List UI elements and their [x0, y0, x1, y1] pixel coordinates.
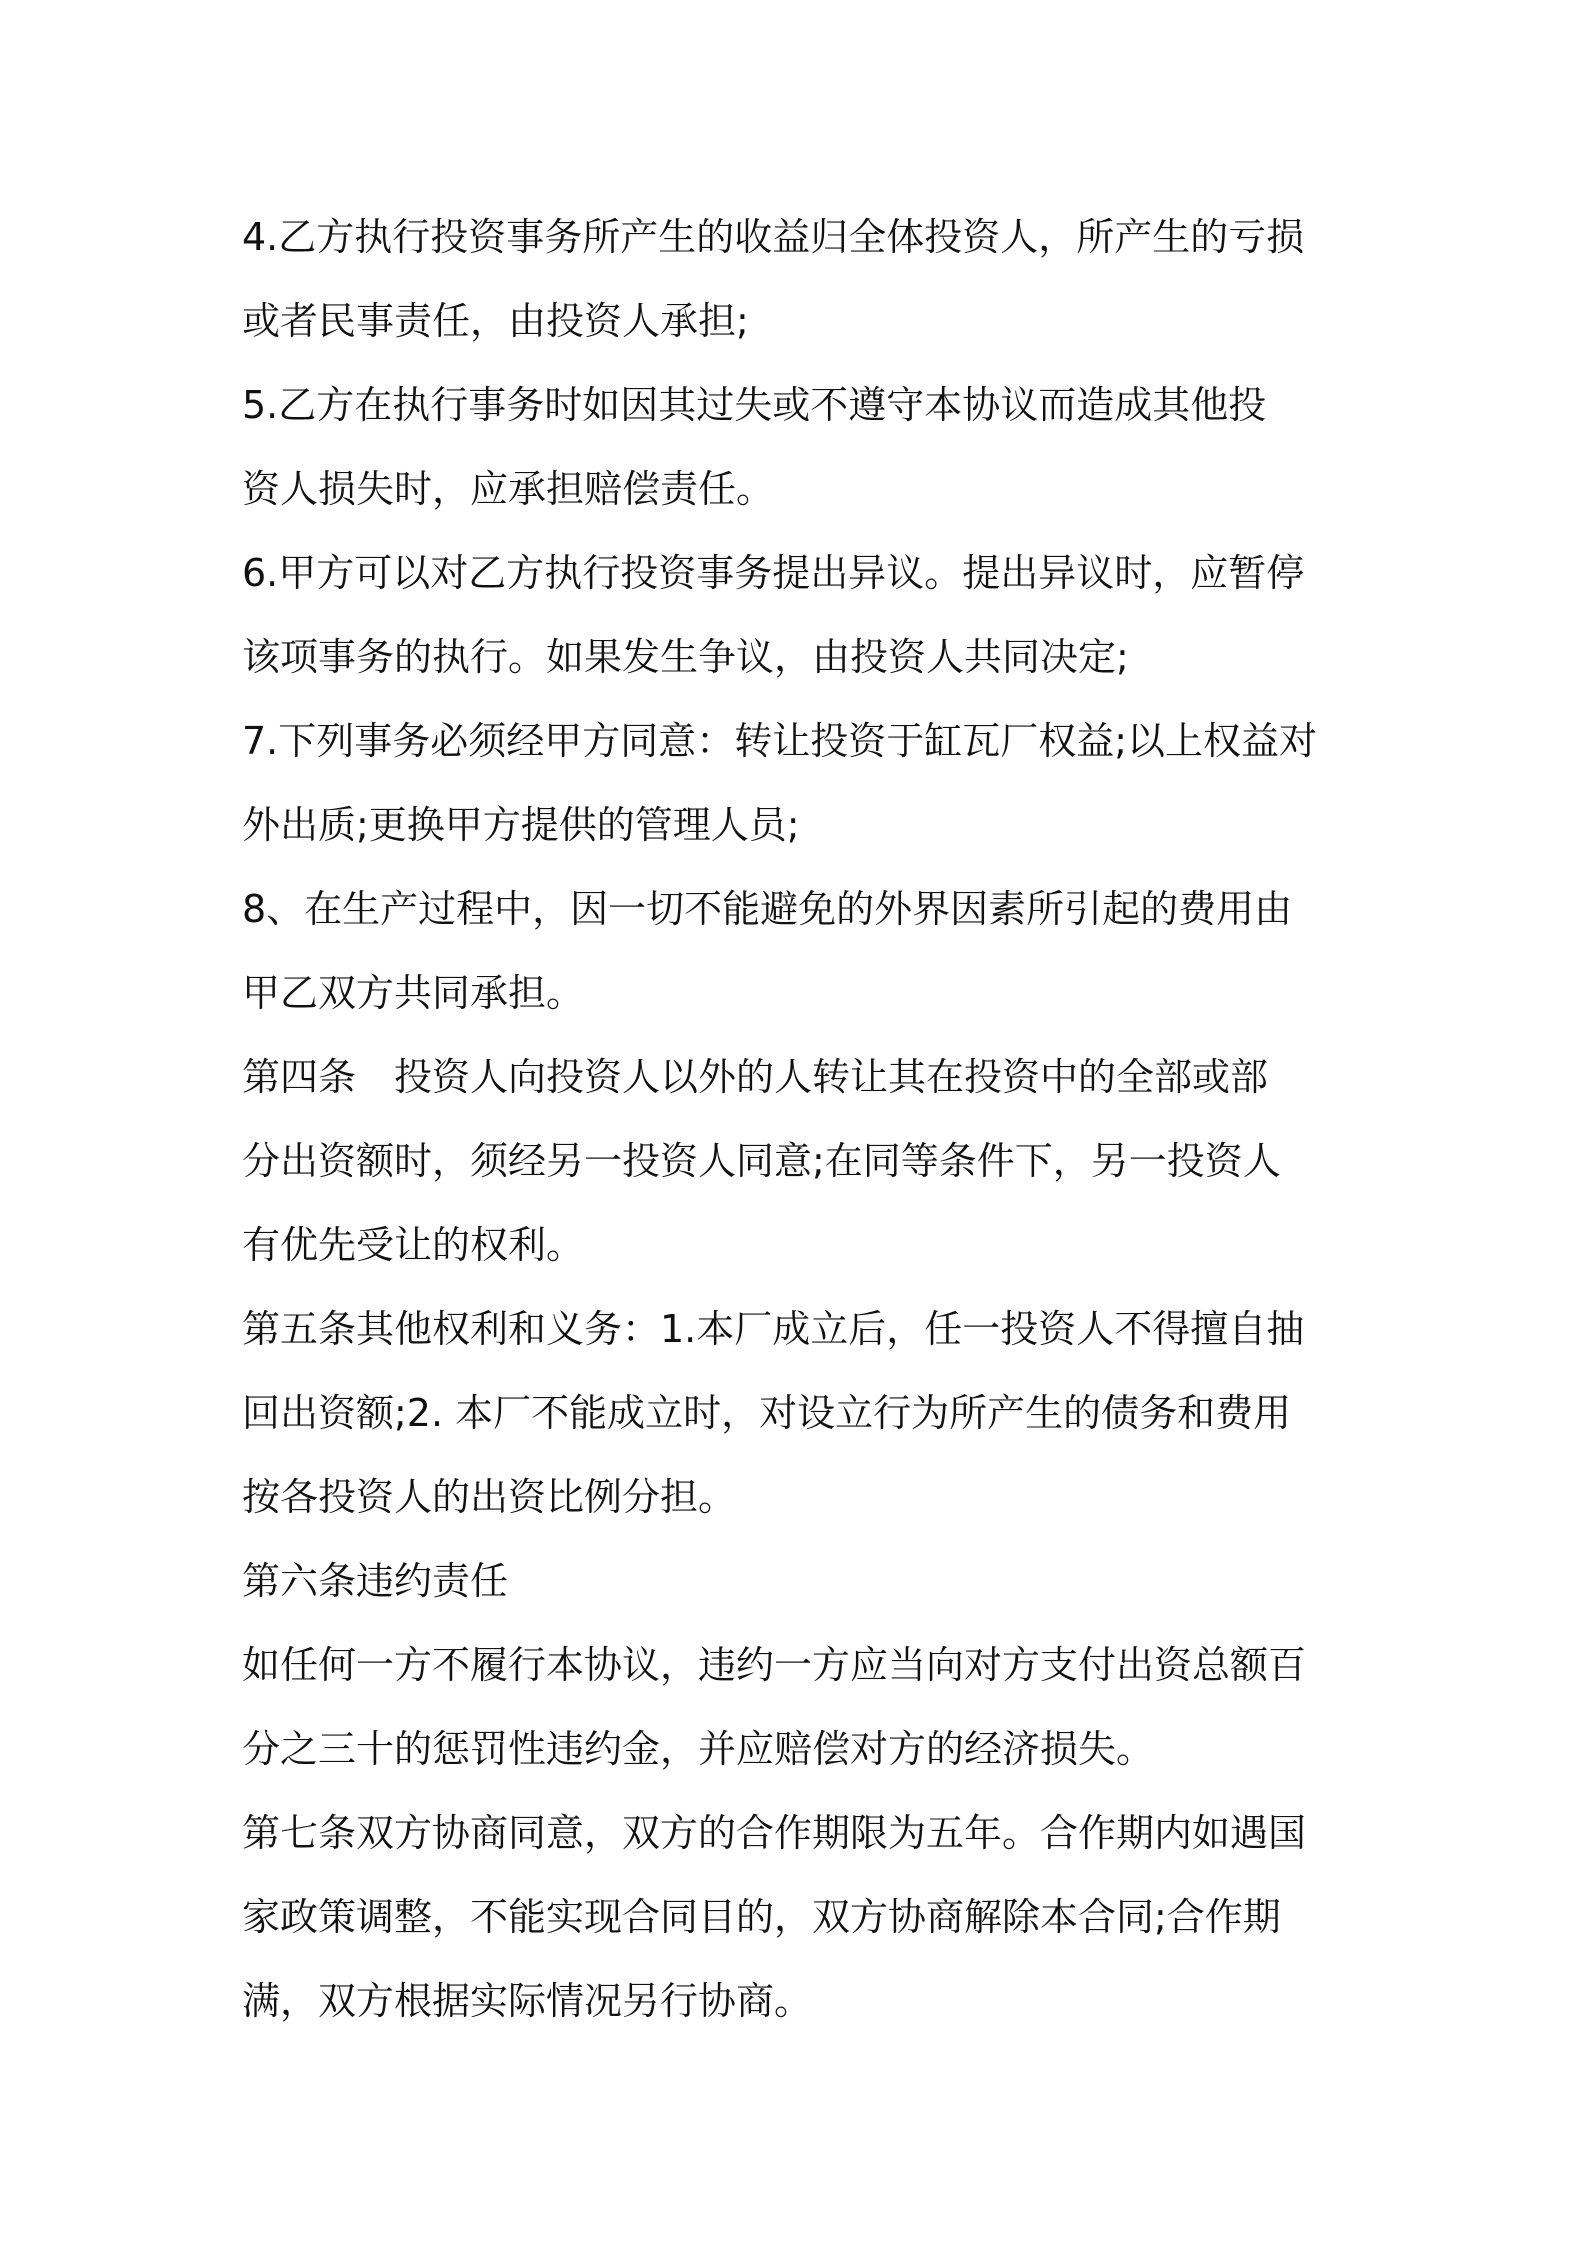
text-line-18: 如任何一方不履行本协议，违约一方应当向对方支付出资总额百	[242, 1643, 1307, 1687]
text-line-4: 资人损失时，应承担赔偿责任。	[242, 467, 775, 511]
text-line-10: 甲乙双方共同承担。	[242, 971, 585, 1015]
text-line-21: 家政策调整，不能实现合同目的，双方协商解除本合同;合作期	[242, 1895, 1281, 1939]
text-line-14: 第五条其他权利和义务：1.本厂成立后，任一投资人不得擅自抽	[242, 1307, 1305, 1351]
text-line-3: 5.乙方在执行事务时如因其过失或不遵守本协议而造成其他投	[242, 383, 1267, 427]
text-line-20: 第七条双方协商同意，双方的合作期限为五年。合作期内如遇国	[242, 1811, 1307, 1855]
text-line-9: 8、在生产过程中，因一切不能避免的外界因素所引起的费用由	[242, 887, 1293, 931]
text-line-13: 有优先受让的权利。	[242, 1223, 585, 1267]
text-line-12: 分出资额时，须经另一投资人同意;在同等条件下，另一投资人	[242, 1139, 1281, 1183]
text-line-2: 或者民事责任，由投资人承担;	[242, 299, 749, 343]
text-line-7: 7.下列事务必须经甲方同意：转让投资于缸瓦厂权益;以上权益对	[242, 719, 1318, 763]
text-line-8: 外出质;更换甲方提供的管理人员;	[242, 803, 800, 847]
text-line-17: 第六条违约责任	[242, 1559, 509, 1603]
document-body	[242, 195, 1362, 2043]
text-line-6: 该项事务的执行。如果发生争议，由投资人共同决定;	[242, 635, 1129, 679]
text-line-1: 4.乙方执行投资事务所产生的收益归全体投资人，所产生的亏损	[242, 215, 1305, 259]
text-line-22: 满，双方根据实际情况另行协商。	[242, 1979, 813, 2023]
text-line-11: 第四条 投资人向投资人以外的人转让其在投资中的全部或部	[242, 1055, 1269, 1099]
text-line-5: 6.甲方可以对乙方执行投资事务提出异议。提出异议时，应暂停	[242, 551, 1305, 595]
text-line-16: 按各投资人的出资比例分担。	[242, 1475, 737, 1519]
text-line-19: 分之三十的惩罚性违约金，并应赔偿对方的经济损失。	[242, 1727, 1155, 1771]
text-line-15: 回出资额;2. 本厂不能成立时，对设立行为所产生的债务和费用	[242, 1391, 1292, 1435]
